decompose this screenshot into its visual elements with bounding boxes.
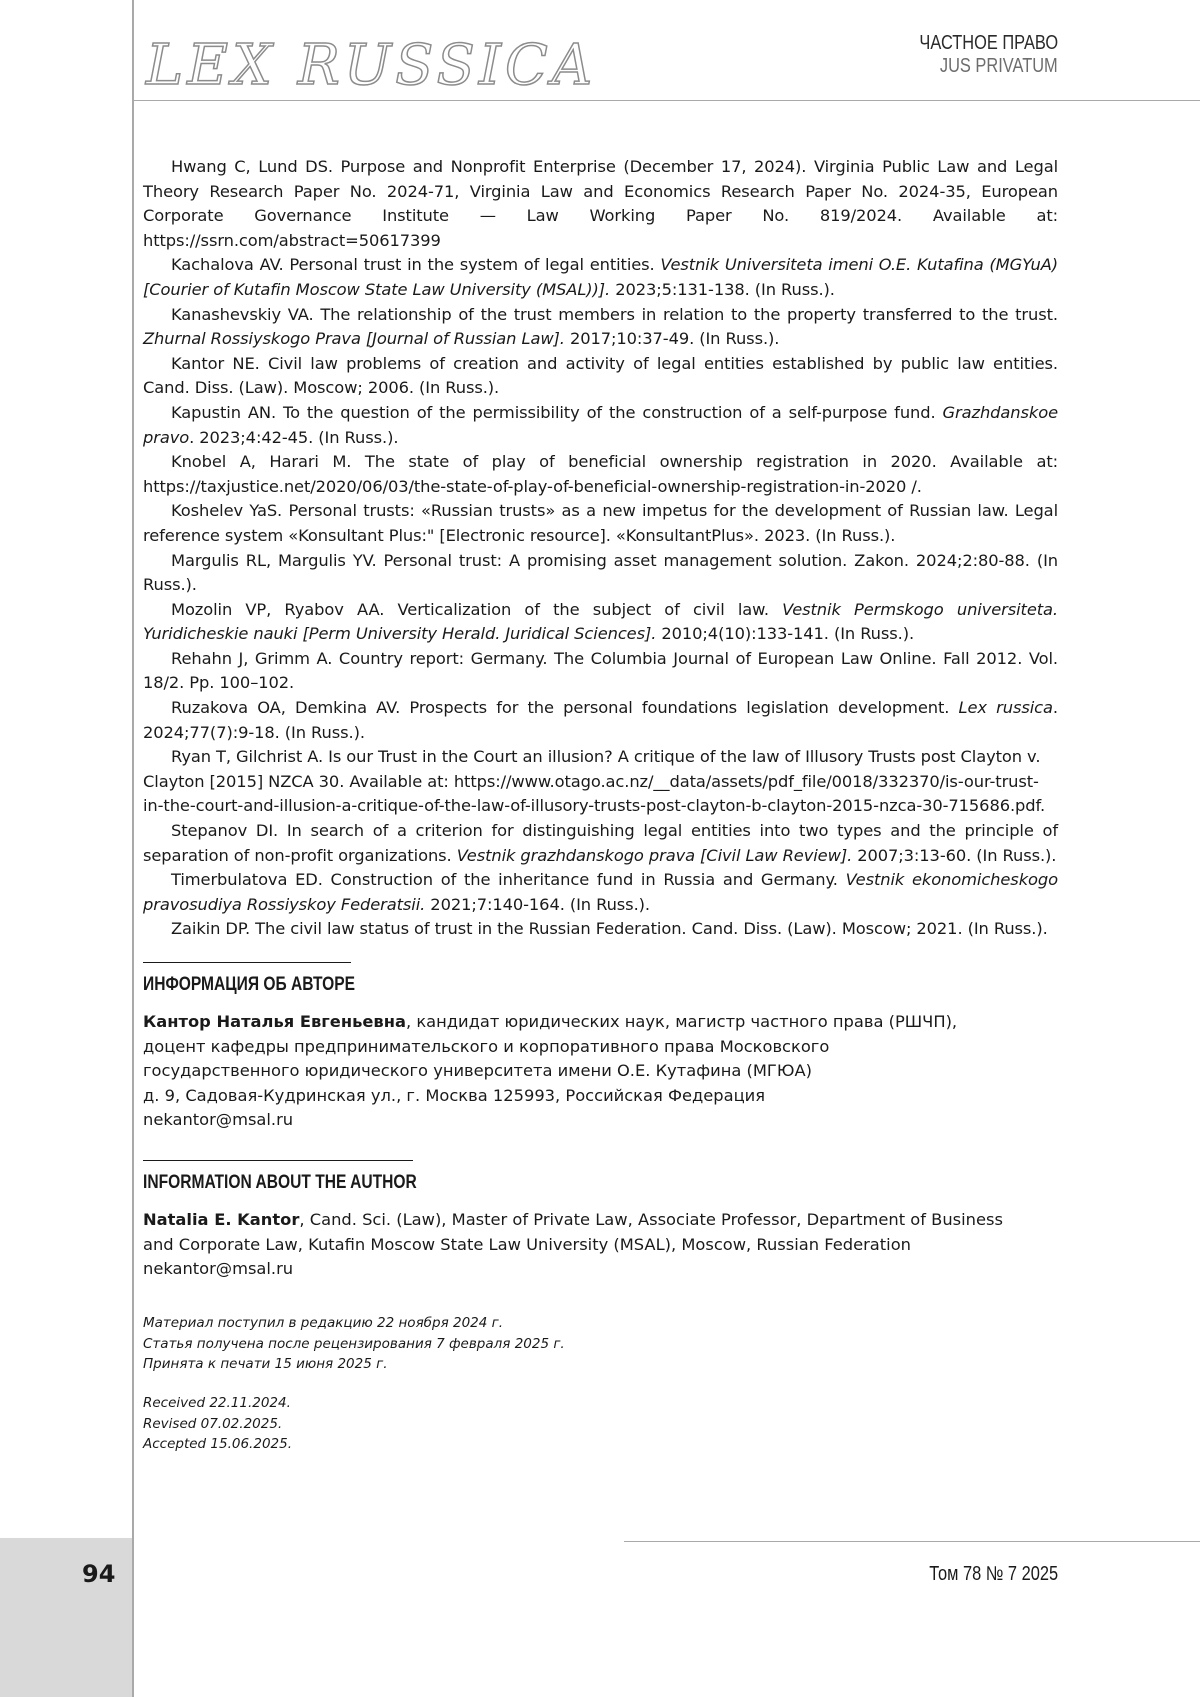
journal-logo: LEX RUSSICA xyxy=(146,33,597,98)
reference-item: Mozolin VP, Ryabov AA. Verticalization of the subject of civil law. Vestnik Permskogo universiteta. Yuridicheskie nauki [Perm University Herald. Juridical Sciences]. 2010;4(10):133-141. (In Russ.). xyxy=(143,599,1058,644)
author-en-block: Natalia E. Kantor, Cand. Sci. (Law), Master of Private Law, Associate Professor, Department of Business and Corporate Law, Kutafin Moscow State Law University (MSAL), Moscow, Russian Federation nekantor@msal.ru xyxy=(143,1208,1073,1282)
reference-item: Ryan T, Gilchrist A. Is our Trust in the Court an illusion? A critique of the law of Illusory Trusts post Clayton v. Clayton [2015] NZCA 30. Available at: https://www.otago.ac.nz/__data/assets/pdf_file/0018/332370/is-our-trust-in-the-court-and-illusion-a-critique-of-the-law-of-illusory-trusts-post-clayton-b-clayton-2015-nzca-30-715686.pdf. xyxy=(143,747,1046,816)
reference-item: Zaikin DP. The civil law status of trust in the Russian Federation. Cand. Diss. (Law). Moscow; 2021. (In Russ.). xyxy=(171,919,1048,939)
reference-item: Kapustin AN. To the question of the permissibility of the construction of a self-purpose fund. Grazhdanskoe pravo. 2023;4:42-45. (In Russ.). xyxy=(143,402,1058,447)
reference-item: Rehahn J, Grimm A. Country report: Germany. The Columbia Journal of European Law Online. Fall 2012. Vol. 18/2. Pp. 100–102. xyxy=(143,648,1058,693)
reference-item: Ruzakova OA, Demkina AV. Prospects for the personal foundations legislation development. Lex russica. 2024;77(7):9-18. (In Russ.). xyxy=(143,698,1058,742)
reference-item: Kachalova AV. Personal trust in the system of legal entities. Vestnik Universiteta imeni O.E. Kutafina (MGYuA) [Courier of Kutafin Moscow State Law University (MSAL))]. 2023;5:131-138. (In Russ.). xyxy=(143,255,1058,299)
author-en-rule xyxy=(143,1160,413,1161)
dates-en: Received 22.11.2024. Revised 07.02.2025. Accepted 15.06.2025. xyxy=(143,1395,293,1452)
reference-item: Knobel A, Harari M. The state of play of beneficial ownership registration in 2020. Available at: https://taxjustice.net/2020/06/03/the-state-of-play-of-beneficial-ownership-registration-in-2020 /. xyxy=(143,452,1058,496)
section-title-en: JUS PRIVATUM xyxy=(940,55,1058,77)
reference-item: Hwang C, Lund DS. Purpose and Nonprofit Enterprise (December 17, 2024). Virginia Public Law and Legal Theory Research Paper No. 2024-71, Virginia Law and Economics Research Paper No. 2024-35, European Corporate Governance Institute — Law Working Paper No. 819/2024. Available at: https://ssrn.com/abstract=50617399 xyxy=(143,157,1058,250)
reference-item: Koshelev YaS. Personal trusts: «Russian trusts» as a new impetus for the development of Russian law. Legal reference system «Konsultant Plus:" [Electronic resource]. «KonsultantPlus». 2023. (In Russ.). xyxy=(143,501,1058,545)
page-number: 94 xyxy=(82,1560,116,1588)
footer-rule xyxy=(624,1541,1200,1542)
section-title-ru: ЧАСТНОЕ ПРАВО xyxy=(919,32,1058,54)
header-rule xyxy=(132,100,1200,101)
author-en-heading: INFORMATION ABOUT THE AUTHOR xyxy=(143,1172,417,1193)
reference-item: Margulis RL, Margulis YV. Personal trust: A promising asset management solution. Zakon. 2024;2:80-88. (In Russ.). xyxy=(143,550,1058,595)
author-ru-rule xyxy=(143,962,351,963)
reference-item: Stepanov DI. In search of a criterion for distinguishing legal entities into two types and the principle of separation of non-profit organizations. Vestnik grazhdanskogo prava [Civil Law Review]. 2007;3:13-60. (In Russ.). xyxy=(143,821,1058,865)
references-list xyxy=(143,155,1058,942)
author-en-email[interactable]: nekantor@msal.ru xyxy=(143,1259,294,1279)
author-ru-email[interactable]: nekantor@msal.ru xyxy=(143,1110,294,1130)
author-en-name: Natalia E. Kantor xyxy=(143,1210,300,1229)
left-margin-bar xyxy=(0,0,134,1697)
author-ru-name: Кантор Наталья Евгеньевна xyxy=(143,1012,406,1031)
reference-item: Timerbulatova ED. Construction of the inheritance fund in Russia and Germany. Vestnik ekonomicheskogo pravosudiya Rossiyskoy Federatsii. 2021;7:140-164. (In Russ.). xyxy=(143,870,1058,914)
author-ru-heading: ИНФОРМАЦИЯ ОБ АВТОРЕ xyxy=(143,974,355,995)
author-ru-block: Кантор Наталья Евгеньевна, кандидат юридических наук, магистр частного права (РШЧП), доцент кафедры предпринимательского и корпоративного права Московского государственного юридического университета имени О.Е. Кутафина (МГЮА) д. 9, Садовая-Кудринская ул., г. Москва 125993, Российская Федерация nekantor@msal.ru xyxy=(143,1010,1073,1133)
dates-ru: Материал поступил в редакцию 22 ноября 2024 г. Статья получена после рецензирования 7 февраля 2025 г. Принята к печати 15 июня 2025 г. xyxy=(143,1315,565,1372)
reference-item: Kantor NE. Civil law problems of creation and activity of legal entities established by public law entities. Cand. Diss. (Law). Moscow; 2006. (In Russ.). xyxy=(143,353,1058,398)
reference-item: Kanashevskiy VA. The relationship of the trust members in relation to the property transferred to the trust. Zhurnal Rossiyskogo Prava [Journal of Russian Law]. 2017;10:37-49. (In Russ.). xyxy=(143,304,1058,349)
issue-info: Том 78 № 7 2025 xyxy=(929,1563,1058,1585)
